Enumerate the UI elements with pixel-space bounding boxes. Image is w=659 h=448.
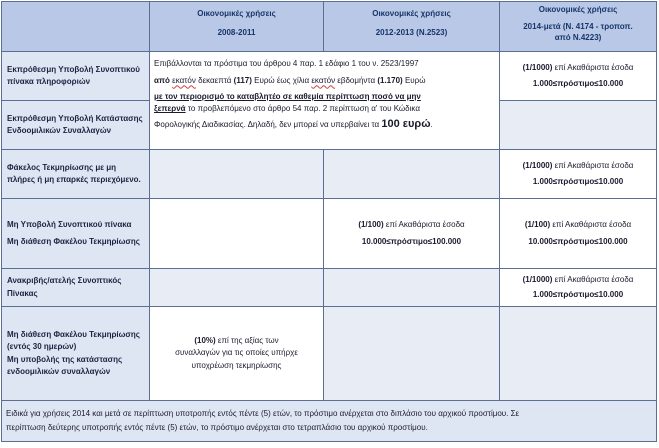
- row-label-incomplete-file: Φάκελος Τεκμηρίωσης με μη πλήρες ή μη επαρκές περιεχόμενο.: [2, 150, 150, 199]
- merged-line2: [154, 75, 495, 87]
- rate-100: (1/100): [358, 220, 384, 230]
- merged-euro: Ευρώ: [404, 76, 426, 86]
- table-row: [2, 150, 657, 199]
- row-label-file-30-days: Μη διάθεση Φακέλου Τεκμηρίωσης (εντός 30 ημερών): [7, 329, 140, 352]
- header-2008-2011-line2: 2008-2011: [217, 27, 256, 37]
- range-1000-10000: 1.000≤πρόστιμο≤10.000: [532, 290, 624, 299]
- rate-100-text: επί Ακαθάριστα έσοδα: [385, 220, 465, 230]
- rate-1000: (1/1000): [522, 160, 553, 170]
- penalty-cell-10pct: [150, 307, 324, 401]
- merged-line1: Επιβάλλονται τα πρόστιμα του άρθρου 4 παρ. 1 εδάφιο 1 του ν. 2523/1997: [154, 59, 419, 68]
- merged-line4: [154, 103, 495, 115]
- merged-text-up-to: Ευρώ έως χίλια: [254, 76, 310, 86]
- merged-line4-rest: το προβλεπόμενο στο άρθρο 54 παρ. 2 περίπτωση α' του Κώδικα: [187, 104, 420, 114]
- footer-line2: περίπτωση δεύτερης υποτροπής εντός πέντε (5) ετών, το πρόστιμο ανέρχεται στο τετραπλάσιο του αρχικού προστίμου.: [6, 423, 428, 432]
- range-1000-10000: 1.000≤πρόστιμο≤10.000: [532, 177, 624, 186]
- empty-cell-r3c1: [150, 150, 324, 199]
- empty-cell-r6c3: [500, 307, 657, 401]
- empty-cell-r5c2: [324, 269, 500, 307]
- merged-word-ekaton-2: εκατόν: [311, 76, 336, 86]
- row-label-no-intragroup: Μη υποβολής της κατάστασης ενδοομιλικών συναλλαγών: [7, 354, 123, 376]
- penalty-cell-100-2012: [324, 199, 500, 269]
- rate-1000-text: επί Ακαθάριστα έσοδα: [554, 160, 634, 170]
- footer-row: [2, 401, 657, 442]
- penalty-cell-1000-r3: [500, 150, 657, 199]
- rate-10pct: (10%): [194, 335, 216, 345]
- penalty-cell-1000-r1: [500, 52, 657, 101]
- table-row: [2, 307, 657, 401]
- rate-10pct-line2: συναλλαγών για τις οποίες υπήρχε: [175, 348, 298, 358]
- row-label-no-file: Μη διάθεση Φακέλου Τεκμηρίωσης: [7, 236, 140, 246]
- header-2014-line3: από Ν.4223): [554, 32, 602, 42]
- header-blank-cell: [2, 2, 150, 52]
- header-2014-after: [500, 2, 657, 52]
- merged-line3: με τον περιορισμό το καταβλητέο σε καθεμία περίπτωση ποσό να μην: [154, 91, 421, 101]
- row-label-no-submission: [2, 199, 150, 269]
- merged-penalty-cell: [150, 52, 500, 150]
- header-2014-line1: Οικονομικές χρήσεις: [538, 4, 618, 14]
- row-label-intragroup-late: Εκπρόθεσμη Υποβολή Κατάστασης Ενδοομιλικών Συναλλαγών: [2, 101, 150, 150]
- footer-line1: Ειδικά για χρήσεις 2014 και μετά σε περίπτωση υποτροπής εντός πέντε (5) ετών, το πρόστιμο ανέρχεται στο διπλάσιο του αρχικού προστίμου. Σε: [6, 409, 520, 418]
- empty-cell-r4c1: [150, 199, 324, 269]
- merged-word-evdomenta: εβδομήντα: [337, 76, 376, 86]
- rate-10pct-line3: υποχρέωση τεκμηρίωσης: [191, 360, 282, 370]
- rate-1000-text: επί Ακαθάριστα έσοδα: [554, 62, 634, 72]
- table-row: [2, 199, 657, 269]
- empty-cell-r6c2: [324, 307, 500, 401]
- range-10000-100000: 10.000≤πρόστιμο≤100.000: [528, 236, 628, 246]
- merged-amount-1170: (1.170): [377, 76, 403, 86]
- merged-word-dekaepta: δεκαεπτά: [198, 76, 232, 86]
- merged-word-ekaton-1: εκατόν: [172, 76, 196, 86]
- empty-cell-r2c3: [500, 101, 657, 150]
- range-1000-10000: 1.000≤πρόστιμο≤10.000: [532, 79, 624, 88]
- merged-exceed: ξεπερνά: [154, 104, 186, 114]
- rate-1000: (1/1000): [522, 62, 553, 72]
- row-label-summary-late: Εκπρόθεσμη Υποβολή Συνοπτικού πίνακα πληροφοριών: [2, 52, 150, 101]
- rate-100: (1/100): [524, 220, 551, 230]
- header-2012-2013-line2: 2012-2013 (Ν.2523): [375, 27, 448, 37]
- penalty-cell-100-2014: [500, 199, 657, 269]
- merged-line5-end: .: [430, 119, 433, 129]
- penalties-table-container: [1, 1, 656, 444]
- row-label-no-file-30days: [2, 307, 150, 401]
- rate-1000: (1/1000): [522, 274, 553, 284]
- header-2012-2013-line1: Οικονομικές χρήσεις: [372, 9, 451, 19]
- header-row: [2, 2, 657, 52]
- rate-10pct-line1: επί της αξίας των: [217, 335, 279, 345]
- rate-100-text: επί Ακαθάριστα έσοδα: [552, 220, 632, 230]
- merged-line5: [154, 116, 495, 133]
- table-row: [2, 269, 657, 307]
- penalty-cell-1000-r5: [500, 269, 657, 307]
- header-2014-line2-wrap: [500, 22, 656, 43]
- merged-from: από: [154, 76, 170, 86]
- header-2012-2013: [324, 2, 500, 52]
- empty-cell-r5c1: [150, 269, 324, 307]
- row-label-no-summary: Μη Υποβολή Συνοπτικού πίνακα: [7, 220, 132, 230]
- merged-100-euro: 100 ευρώ: [381, 117, 431, 130]
- header-2008-2011-line1: Οικονομικές χρήσεις: [197, 9, 276, 19]
- header-2014-line2: 2014-μετά (Ν. 4174 - τροποπ.: [523, 22, 633, 32]
- merged-line5-start: Φορολογικής Διαδικασίας. Δηλαδή, δεν μπορεί να υπερβαίνει τα: [154, 119, 380, 129]
- row-label-inaccurate-summary: Ανακριβής/ατελής Συνοπτικός Πίνακας: [2, 269, 150, 307]
- range-10000-100000: 10.000≤πρόστιμο≤100.000: [361, 236, 462, 246]
- footer-note: [2, 401, 657, 442]
- table-row: [2, 52, 657, 101]
- merged-amount-117: (117): [233, 76, 252, 86]
- rate-1000-text: επί Ακαθάριστα έσοδα: [554, 274, 634, 284]
- penalties-table: [1, 1, 657, 442]
- empty-cell-r3c2: [324, 150, 500, 199]
- header-2008-2011: [150, 2, 324, 52]
